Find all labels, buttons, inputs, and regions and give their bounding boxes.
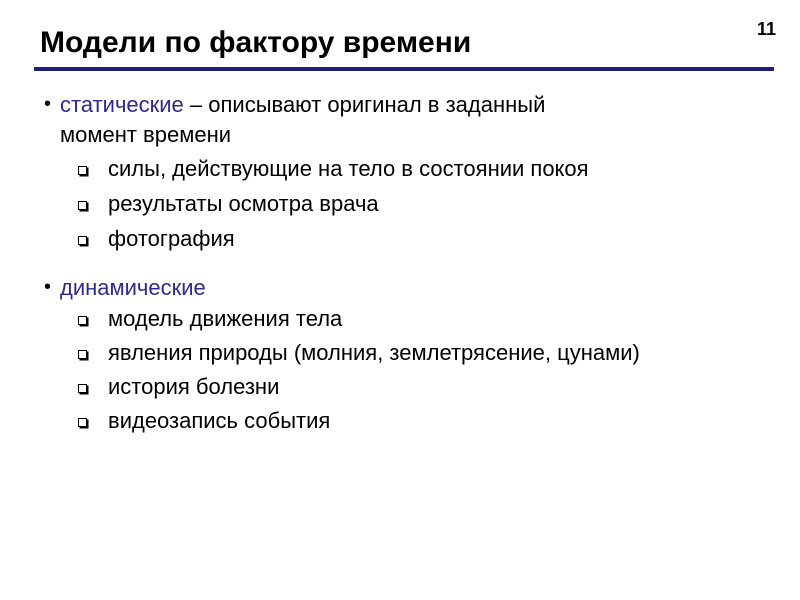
- static-description: – описывают оригинал в заданный: [183, 92, 546, 117]
- term-static: статические: [60, 92, 184, 117]
- square-bullet-icon: [78, 350, 87, 359]
- square-bullet-icon: [78, 384, 87, 393]
- list-item-text: история болезни: [108, 374, 280, 399]
- slide-number: 11: [756, 19, 776, 39]
- square-bullet-icon: [78, 236, 87, 245]
- bullet-dot-icon: •: [44, 276, 52, 298]
- bullet-static-text: [60, 88, 545, 121]
- list-item-text: модель движения тела: [108, 306, 343, 331]
- list-item-text: результаты осмотра врача: [108, 191, 379, 216]
- title-divider: [34, 67, 774, 71]
- term-dynamic: динамические: [60, 275, 206, 300]
- square-bullet-icon: [78, 201, 87, 210]
- bullet-dot-icon: •: [44, 93, 52, 115]
- list-item-text: силы, действующие на тело в состоянии покоя: [108, 156, 589, 181]
- bullet-dynamic-text: [60, 271, 206, 304]
- static-description-line2: момент времени: [60, 122, 232, 147]
- list-item-text: фотография: [108, 226, 235, 251]
- square-bullet-icon: [78, 418, 87, 427]
- list-item-text: явления природы (молния, землетрясение, цунами): [108, 340, 640, 365]
- slide-title: Модели по фактору времени: [40, 26, 472, 59]
- square-bullet-icon: [78, 166, 87, 175]
- square-bullet-icon: [78, 316, 87, 325]
- list-item-text: видеозапись события: [108, 408, 331, 433]
